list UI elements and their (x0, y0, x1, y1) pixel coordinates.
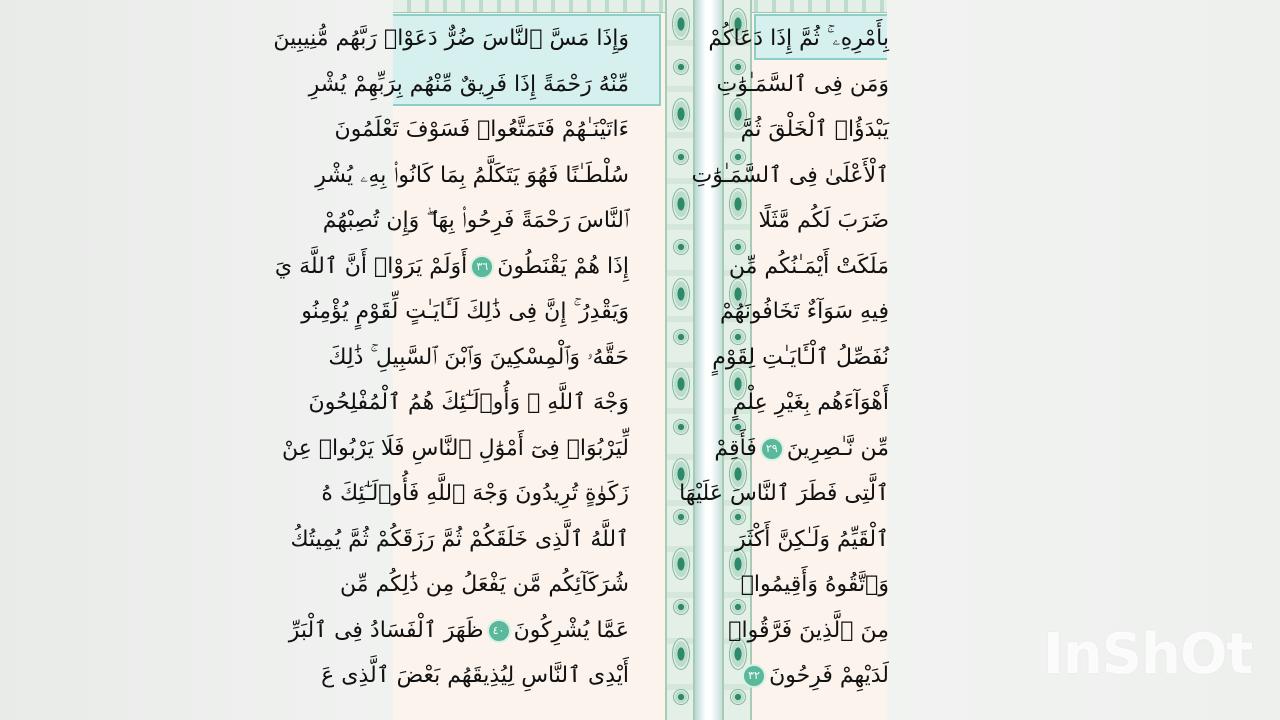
inshot-watermark: InShOt (1043, 622, 1253, 687)
verse-line (321, 663, 629, 688)
verse-line (735, 527, 889, 552)
border-ornament-icon (729, 188, 747, 220)
verse-line (739, 663, 889, 688)
verse-line (720, 299, 889, 324)
border-ornament-icon (672, 548, 690, 580)
border-ornament-icon (673, 239, 689, 255)
verse-text: وَٱتَّقُوهُ وَأَقِيمُوا۟ (740, 572, 889, 597)
verse-line (282, 436, 629, 461)
verse-text: شُرَكَآئِكُم مَّن يَفْعَلُ مِن ذَٰلِكُم مِّن (339, 572, 629, 597)
verse-text: مِّنْهُ رَحْمَةً إِذَا فَرِيقٌ مِّنْهُم بِرَبِّهِمْ يُشْرِ (308, 71, 629, 97)
verse-line (321, 481, 629, 506)
verse-line (301, 299, 629, 324)
verse-text: فَأَقِمْ (714, 435, 757, 461)
verse-text: ءَاتَيْنَـٰهُمْ فَتَمَتَّعُوا۟ فَسَوْفَ تَعْلَمُونَ (334, 117, 629, 142)
verse-line (309, 390, 629, 415)
page-border-left (665, 0, 695, 720)
border-ornament-icon (730, 329, 746, 345)
border-ornament-icon (673, 149, 689, 165)
verse-text: نُفَصِّلُ ٱلْـَٔايَـٰتِ لِقَوْمٍ (712, 344, 889, 370)
verse-line (275, 254, 629, 279)
ayah-number-marker: ٣٢ (742, 664, 766, 688)
verse-line (273, 26, 629, 51)
verse-line (733, 390, 889, 415)
verse-line (290, 527, 629, 552)
verse-line (328, 345, 629, 370)
verse-text: وَيَقْدِرُ ۚ إِنَّ فِى ذَٰلِكَ لَـَٔايَـٰتٍ لِّقَوْمٍ يُؤْمِنُو (301, 299, 629, 324)
verse-text: عَمَّا يُشْرِكُونَ (513, 617, 629, 643)
verse-line (315, 163, 629, 188)
border-ornament-icon (673, 329, 689, 345)
border-ornament-icon (673, 599, 689, 615)
verse-text: ظَهَرَ ٱلْفَسَادُ فِى ٱلْبَرِّ (288, 617, 484, 643)
ayah-number-marker: ٣٦ (470, 255, 494, 279)
verse-line (679, 481, 889, 506)
verse-text: لَدَيْهِمْ فَرِحُونَ (769, 663, 889, 688)
page-text-right (679, 0, 889, 720)
verse-line (717, 72, 889, 97)
verse-text: حَقَّهُۥ وَٱلْمِسْكِينَ وَٱبْنَ ٱلسَّبِيلِ ۚ ذَٰلِكَ (328, 344, 629, 370)
verse-line (741, 117, 889, 142)
border-ornament-icon (672, 8, 690, 40)
verse-text: زَكَوٰةٍ تُرِيدُونَ وَجْهَ ٱللَّهِ فَأُو۟لَـٰٓئِكَ هُ (321, 481, 629, 506)
border-ornament-icon (730, 509, 746, 525)
verse-text: فِيهِ سَوَآءٌ تَخَافُونَهُمْ (719, 299, 889, 324)
quran-page-left (273, 0, 695, 720)
border-ornament-icon (730, 599, 746, 615)
border-ornament-icon (672, 98, 690, 130)
verse-text: وَجْهَ ٱللَّهِ ۖ وَأُو۟لَـٰٓئِكَ هُمُ ٱلْمُفْلِحُونَ (308, 390, 629, 415)
verse-text: أَوَلَمْ يَرَوْا۟ أَنَّ ٱللَّهَ يَ (274, 253, 468, 279)
border-ornament-icon (673, 689, 689, 705)
verse-line (309, 72, 629, 97)
verse-text: بِأَمْرِهِۦ ۚ ثُمَّ إِذَا دَعَاكُمْ (708, 26, 889, 51)
border-ornament-icon (672, 638, 690, 670)
verse-text: أَهْوَآءَهُم بِغَيْرِ عِلْمٍ (732, 390, 889, 415)
verse-line (692, 163, 889, 188)
verse-text: لِّيَرْبُوَا۟ فِىٓ أَمْوَٰلِ ٱلنَّاسِ فَلَا يَرْبُوا۟ عِنْ (281, 435, 629, 461)
border-ornament-icon (673, 59, 689, 75)
verse-text: مِّن نَّـٰصِرِينَ (786, 435, 889, 461)
verse-line (708, 26, 889, 51)
verse-line (289, 618, 629, 643)
ayah-number-marker: ٤٠ (487, 619, 511, 643)
verse-text: يَبْدَؤُا۟ ٱلْخَلْقَ ثُمَّ (740, 117, 889, 142)
verse-line (714, 436, 889, 461)
border-ornament-icon (730, 689, 746, 705)
verse-text: إِذَا هُمْ يَقْنَطُونَ (497, 253, 629, 279)
verse-text: ٱلَّتِى فَطَرَ ٱلنَّاسَ عَلَيْهَا (679, 481, 889, 506)
verse-line (729, 254, 889, 279)
verse-text: مَلَكَتْ أَيْمَـٰنُكُم مِّن (728, 253, 889, 279)
ayah-number-marker: ٢٩ (760, 437, 784, 461)
quran-page-right (679, 0, 889, 720)
verse-text: ضَرَبَ لَكُم مَّثَلًا (758, 208, 889, 233)
border-ornament-icon (730, 419, 746, 435)
border-ornament-icon (672, 188, 690, 220)
verse-text: وَإِذَا مَسَّ ٱلنَّاسَ ضُرٌّ دَعَوْا۟ رَبَّهُم مُّنِيبِينَ (273, 26, 629, 51)
verse-text: أَيْدِى ٱلنَّاسِ لِيُذِيقَهُم بَعْضَ ٱلَّذِى عَ (321, 663, 629, 688)
verse-text: سُلْطَـٰنًا فَهُوَ يَتَكَلَّمُ بِمَا كَانُوا۟ بِهِۦ يُشْرِ (315, 162, 629, 188)
verse-line (712, 345, 889, 370)
verse-text: وَمَن فِى ٱلسَّمَـٰوَٰتِ (716, 71, 889, 97)
verse-line (758, 208, 889, 233)
verse-text: ٱللَّهُ ٱلَّذِى خَلَقَكُمْ ثُمَّ رَزَقَكُمْ ثُمَّ يُمِيتُكُ (290, 526, 629, 552)
border-ornament-icon (673, 509, 689, 525)
verse-line (741, 572, 889, 597)
verse-line (323, 208, 629, 233)
verse-text: ٱلْقَيِّمُ وَلَـٰكِنَّ أَكْثَرَ (734, 526, 889, 552)
border-ornament-icon (672, 278, 690, 310)
verse-line (728, 618, 889, 643)
verse-line (335, 117, 629, 142)
border-ornament-icon (673, 419, 689, 435)
page-text-left (273, 0, 667, 720)
border-ornament-icon (672, 368, 690, 400)
verse-text: مِنَ ٱلَّذِينَ فَرَّقُوا۟ (728, 617, 889, 643)
verse-line (340, 572, 629, 597)
verse-text: ٱلْأَعْلَىٰ فِى ٱلسَّمَـٰوَٰتِ (691, 162, 889, 188)
verse-text: ٱلنَّاسَ رَحْمَةً فَرِحُوا۟ بِهَا ۖ وَإِن تُصِبْهُمْ (322, 208, 629, 233)
